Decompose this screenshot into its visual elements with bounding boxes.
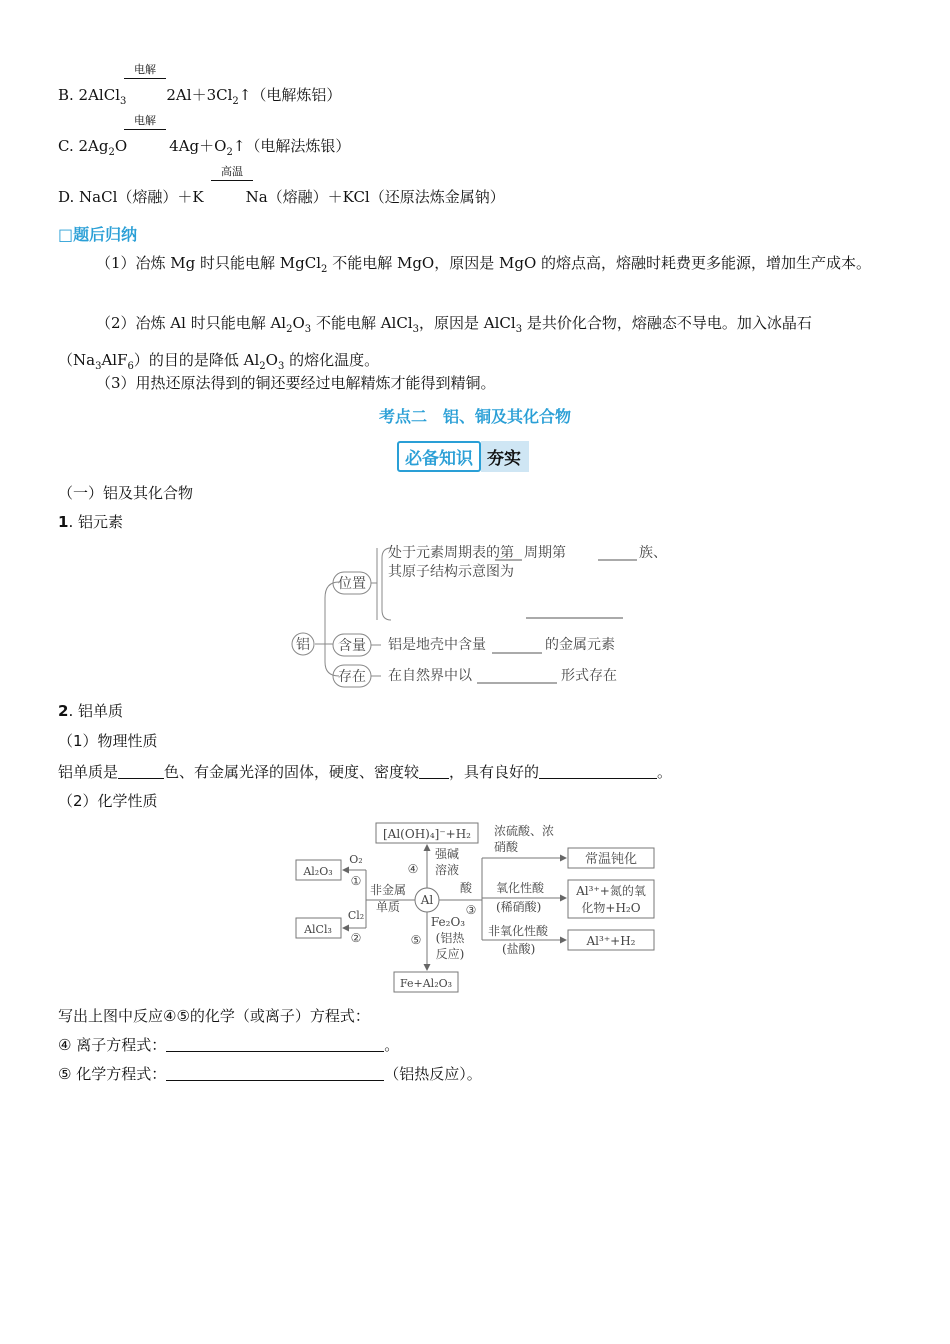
center-al: Al	[420, 893, 434, 907]
equation-4: ④ 离子方程式： 。	[58, 1036, 400, 1054]
summary-point-3: （3）用热还原法得到的铜还要经过电解精炼才能得到精铜。	[96, 374, 496, 392]
label-thermite-2: 反应)	[435, 947, 465, 961]
summary-point-1: （1）冶炼 Mg 时只能电解 MgCl$_2$ 不能电解 MgO，原因是 MgO 的熔点高，熔融时耗费更多能源，增加生产成本。	[96, 254, 872, 275]
physical-properties-text: 铝单质是 色、有金属光泽的固体，硬度、密度较 ，具有良好的 。	[58, 763, 673, 781]
option-b: B. 2AlCl$_3$ $2Al+3Cl_2↑$（电解炼铝）	[58, 86, 342, 107]
label-thermite-1: (铝热	[435, 931, 465, 945]
position-text-4: 其原子结构示意图为	[388, 564, 514, 580]
label-nonmetal-1: 非金属	[370, 883, 407, 897]
summary-point-2: （2）冶炼 Al 时只能电解 $Al_2O_3$ 不能电解 AlCl$_3$，原因是 AlCl$_3$ 是共价化合物，熔融态不导电。加入冰晶石$(Na_3AlF_6)$的目的是降低 $Al_2O_3$ 的熔化温度。	[58, 314, 812, 372]
product-fe-al2o3: Fe+Al₂O₃	[399, 977, 453, 990]
branch-existence: 存在	[338, 669, 366, 685]
label-chlorine: Cl₂	[347, 909, 365, 922]
branch-position: 位置	[338, 576, 366, 592]
knowledge-badge	[397, 441, 529, 471]
condition-electrolysis-b: 电解	[124, 61, 166, 79]
summary-heading: □题后归纳	[58, 225, 138, 244]
product-tetrahydroxo: [Al(OH)₄]⁻+H₂	[382, 827, 472, 841]
product-al-h2: Al³⁺+H₂	[586, 934, 636, 948]
option-c: C. $2Ag_2O$ $4Ag+O_2↑$（电解法炼银）	[58, 137, 351, 158]
label-acid: 酸	[459, 881, 473, 895]
condition-electrolysis-c: 电解	[124, 112, 166, 130]
product-nitrogen-oxides-2: 化物+H₂O	[581, 901, 641, 915]
reaction-4-marker: ④	[407, 862, 419, 876]
position-text-1: 处于元素周期表的第	[388, 545, 514, 561]
badge-right: 夯实	[481, 441, 529, 472]
reaction-5-marker: ⑤	[410, 933, 422, 947]
label-nonmetal-2: 单质	[376, 900, 401, 914]
root-label: 铝	[296, 637, 310, 653]
label-strong-base-2: 溶液	[435, 863, 460, 877]
physical-properties-heading: （1）物理性质	[58, 732, 158, 750]
reaction-1-marker: ①	[350, 874, 362, 888]
badge-left: 必备知识	[397, 441, 481, 472]
label-nonoxidizing-acid-1: 非氧化性酸	[488, 924, 549, 938]
existence-text-1: 在自然界中以	[388, 668, 472, 684]
product-passivation: 常温钝化	[584, 852, 638, 867]
label-nonoxidizing-acid-2: (盐酸)	[502, 942, 536, 956]
label-oxidizing-acid-2: (稀硝酸)	[496, 900, 542, 914]
option-d: D. NaCl（熔融）＋K Na（熔融）＋KCl（还原法炼金属钠）	[58, 188, 505, 206]
product-al2o3: Al₂O₃	[303, 865, 333, 878]
equation-prompt: 写出上图中反应④⑤的化学（或离子）方程式：	[58, 1007, 370, 1025]
reaction-2-marker: ②	[350, 931, 362, 945]
equation-5: ⑤ 化学方程式： （铝热反应）。	[58, 1065, 482, 1083]
product-nitrogen-oxides-1: Al³⁺+氮的氧	[576, 884, 646, 898]
reaction-3-marker: ③	[465, 903, 477, 917]
existence-text-2: 形式存在	[561, 668, 617, 684]
content-text-1: 铝是地壳中含量	[388, 637, 486, 653]
item-1-heading: 1. 铝元素	[58, 513, 123, 531]
position-text-3: 族、	[639, 545, 667, 561]
section-title: 考点二 铝、铜及其化合物	[378, 407, 571, 426]
condition-high-temp-d: 高温	[211, 163, 253, 181]
product-alcl3: AlCl₃	[304, 923, 332, 936]
item-2-heading: 2. 铝单质	[58, 702, 123, 720]
branch-content: 含量	[338, 638, 366, 654]
aluminum-chemistry-diagram	[290, 818, 660, 994]
part-heading: （一）铝及其化合物	[58, 484, 194, 502]
label-conc-acid-1: 浓硫酸、浓	[494, 824, 555, 838]
chemical-properties-heading: （2）化学性质	[58, 792, 158, 810]
label-strong-base-1: 强碱	[435, 847, 460, 861]
label-fe2o3: Fe₂O₃	[430, 915, 466, 929]
label-oxygen: O₂	[349, 853, 363, 866]
content-text-2: 的金属元素	[545, 637, 615, 653]
label-conc-acid-2: 硝酸	[494, 840, 519, 854]
label-oxidizing-acid-1: 氧化性酸	[496, 881, 545, 895]
position-text-2: 周期第	[524, 545, 566, 561]
aluminum-element-diagram	[285, 538, 685, 690]
